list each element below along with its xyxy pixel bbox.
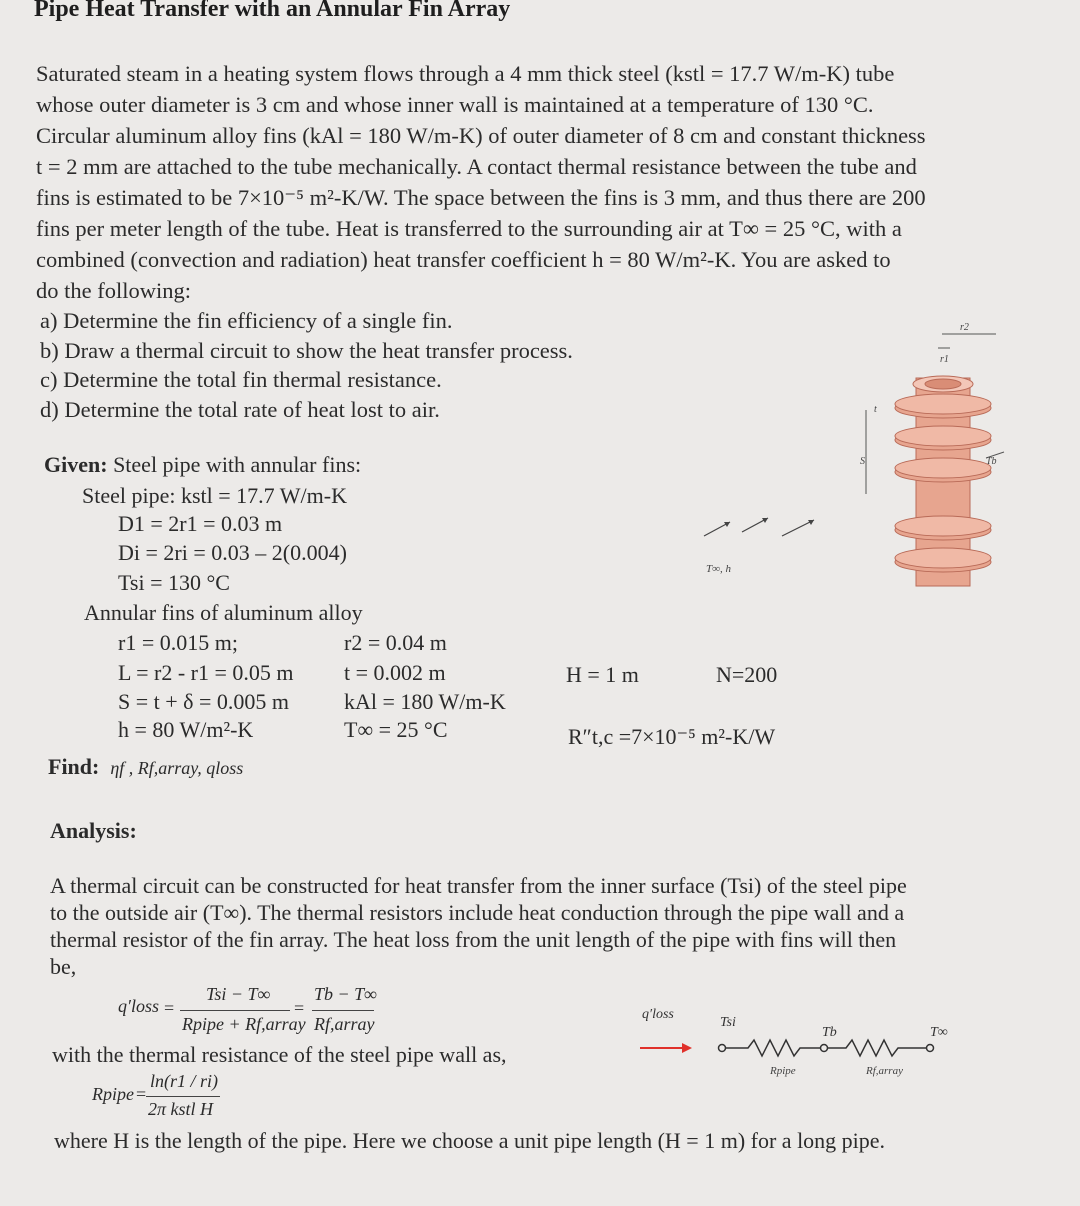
problem-statement bbox=[36, 58, 1048, 306]
given-t: t = 0.002 m bbox=[344, 660, 446, 685]
circuit-rpipe-label: Rpipe bbox=[770, 1065, 796, 1077]
node-tb bbox=[821, 1045, 828, 1052]
thermal-circuit bbox=[630, 1000, 950, 1090]
air-flow-sketch bbox=[690, 508, 830, 588]
eq-num1: Tsi − T∞ bbox=[206, 984, 271, 1004]
air-arrow-3 bbox=[782, 520, 814, 536]
air-label: T∞, h bbox=[706, 563, 731, 575]
thickness-t-label: t bbox=[874, 404, 877, 415]
r2-label: r2 bbox=[960, 322, 969, 333]
analysis-line-1: A thermal circuit can be constructed for heat transfer from the inner surface (Tsi) of the steel pipe bbox=[50, 873, 907, 898]
analysis-last-line: where H is the length of the pipe. Here we choose a unit pipe length (H = 1 m) for a long pipe. bbox=[54, 1128, 886, 1153]
eq-equals-2: = bbox=[294, 998, 305, 1018]
analysis-wall-line: with the thermal resistance of the steel pipe wall as, bbox=[52, 1042, 507, 1067]
eq-rpipe: Rpipe bbox=[92, 1084, 134, 1104]
find-items: ηf , Rf,array, qloss bbox=[110, 758, 244, 778]
eq-rpipe-den: 2π kstl H bbox=[148, 1099, 214, 1119]
problem-line: fins per meter length of the tube. Heat is transferred to the surrounding air at T∞ = 25 °C, with a bbox=[36, 216, 902, 241]
given-subtitle: Steel pipe with annular fins: bbox=[107, 452, 362, 477]
problem-line: Saturated steam in a heating system flows through a 4 mm thick steel (kstl = 17.7 W/m-K) tube bbox=[36, 61, 895, 86]
eq-rpipe-num: ln(r1 / ri) bbox=[150, 1071, 219, 1091]
given-pipe: Steel pipe: kstl = 17.7 W/m-K bbox=[82, 483, 347, 508]
given-fins-heading: Annular fins of aluminum alloy bbox=[84, 600, 363, 625]
eq-fraction-bar-3 bbox=[146, 1096, 220, 1097]
analysis-line-4: be, bbox=[50, 954, 77, 979]
task-c: c) Determine the total fin thermal resistance. bbox=[40, 367, 442, 392]
given-d1: D1 = 2r1 = 0.03 m bbox=[118, 511, 283, 536]
eq-den1: Rpipe + Rf,array bbox=[182, 1014, 306, 1034]
spacing-s-label: S bbox=[860, 456, 865, 467]
problem-line: t = 2 mm are attached to the tube mechanically. A contact thermal resistance between the tube and bbox=[36, 154, 917, 179]
analysis-body bbox=[50, 872, 1020, 980]
given-r2: r2 = 0.04 m bbox=[344, 630, 447, 655]
analysis-heading: Analysis: bbox=[50, 818, 137, 843]
node-tinf bbox=[927, 1045, 934, 1052]
circuit-tinf-label: T∞ bbox=[930, 1025, 948, 1040]
circuit-rarray-label: Rf,array bbox=[866, 1065, 903, 1077]
problem-line: Circular aluminum alloy fins (kAl = 180 W/m-K) of outer diameter of 8 cm and constant thickness bbox=[36, 123, 926, 148]
given-h: h = 80 W/m²-K bbox=[118, 717, 254, 742]
circuit-q-label: q′loss bbox=[642, 1007, 674, 1022]
eq-fraction-bar-2 bbox=[312, 1010, 374, 1011]
given-heading: Given: bbox=[44, 452, 108, 477]
given-heading-line bbox=[44, 452, 361, 478]
analysis-line-2: to the outside air (T∞). The thermal resistors include heat conduction through the pipe wall and a bbox=[50, 900, 905, 925]
resistor-pipe-icon bbox=[726, 1040, 820, 1056]
find-heading: Find: bbox=[48, 754, 100, 779]
tb-label: Tb bbox=[986, 456, 997, 467]
task-a: a) Determine the fin efficiency of a single fin. bbox=[40, 308, 453, 333]
analysis-line-3: thermal resistor of the fin array. The heat loss from the unit length of the pipe with fins will then bbox=[50, 927, 897, 952]
pipe-bore bbox=[925, 379, 961, 389]
problem-line: fins is estimated to be 7×10⁻⁵ m²-K/W. The space between the fins is 3 mm, and thus there are 200 bbox=[36, 185, 926, 210]
circuit-tsi-label: Tsi bbox=[720, 1015, 736, 1030]
eq-equals-3: = bbox=[136, 1084, 147, 1104]
find-line bbox=[48, 754, 243, 780]
given-tinf: T∞ = 25 °C bbox=[344, 717, 448, 742]
eq-den2: Rf,array bbox=[314, 1014, 375, 1034]
finned-pipe-figure bbox=[846, 318, 1016, 608]
problem-line: combined (convection and radiation) heat transfer coefficient h = 80 W/m²-K. You are asked to bbox=[36, 247, 891, 272]
eq-num2: Tb − T∞ bbox=[314, 984, 377, 1004]
given-di: Di = 2ri = 0.03 – 2(0.004) bbox=[118, 540, 347, 565]
heat-flow-arrowhead-icon bbox=[682, 1043, 692, 1053]
given-H: H = 1 m bbox=[566, 662, 639, 687]
eq-qloss: q′loss bbox=[118, 996, 159, 1016]
eq-fraction-bar-1 bbox=[180, 1010, 290, 1011]
given-r1: r1 = 0.015 m; bbox=[118, 630, 238, 655]
given-L: L = r2 - r1 = 0.05 m bbox=[118, 660, 294, 685]
node-tsi bbox=[719, 1045, 726, 1052]
circuit-tb-label: Tb bbox=[822, 1025, 837, 1040]
given-kal: kAl = 180 W/m-K bbox=[344, 689, 506, 714]
task-d: d) Determine the total rate of heat lost to air. bbox=[40, 396, 440, 422]
given-tsi: Tsi = 130 °C bbox=[118, 570, 230, 595]
page-title: Pipe Heat Transfer with an Annular Fin Array bbox=[34, 0, 511, 22]
eq-equals-1: = bbox=[164, 998, 175, 1018]
r1-label: r1 bbox=[940, 354, 949, 365]
given-N: N=200 bbox=[716, 662, 778, 687]
problem-line: whose outer diameter is 3 cm and whose inner wall is maintained at a temperature of 130 °C. bbox=[36, 92, 874, 117]
task-list bbox=[40, 306, 573, 424]
given-rtc: R″t,c =7×10⁻⁵ m²-K/W bbox=[568, 724, 776, 749]
given-S: S = t + δ = 0.005 m bbox=[118, 689, 290, 714]
task-b: b) Draw a thermal circuit to show the heat transfer process. bbox=[40, 337, 573, 363]
resistor-array-icon bbox=[828, 1040, 926, 1056]
problem-line: do the following: bbox=[36, 278, 191, 303]
